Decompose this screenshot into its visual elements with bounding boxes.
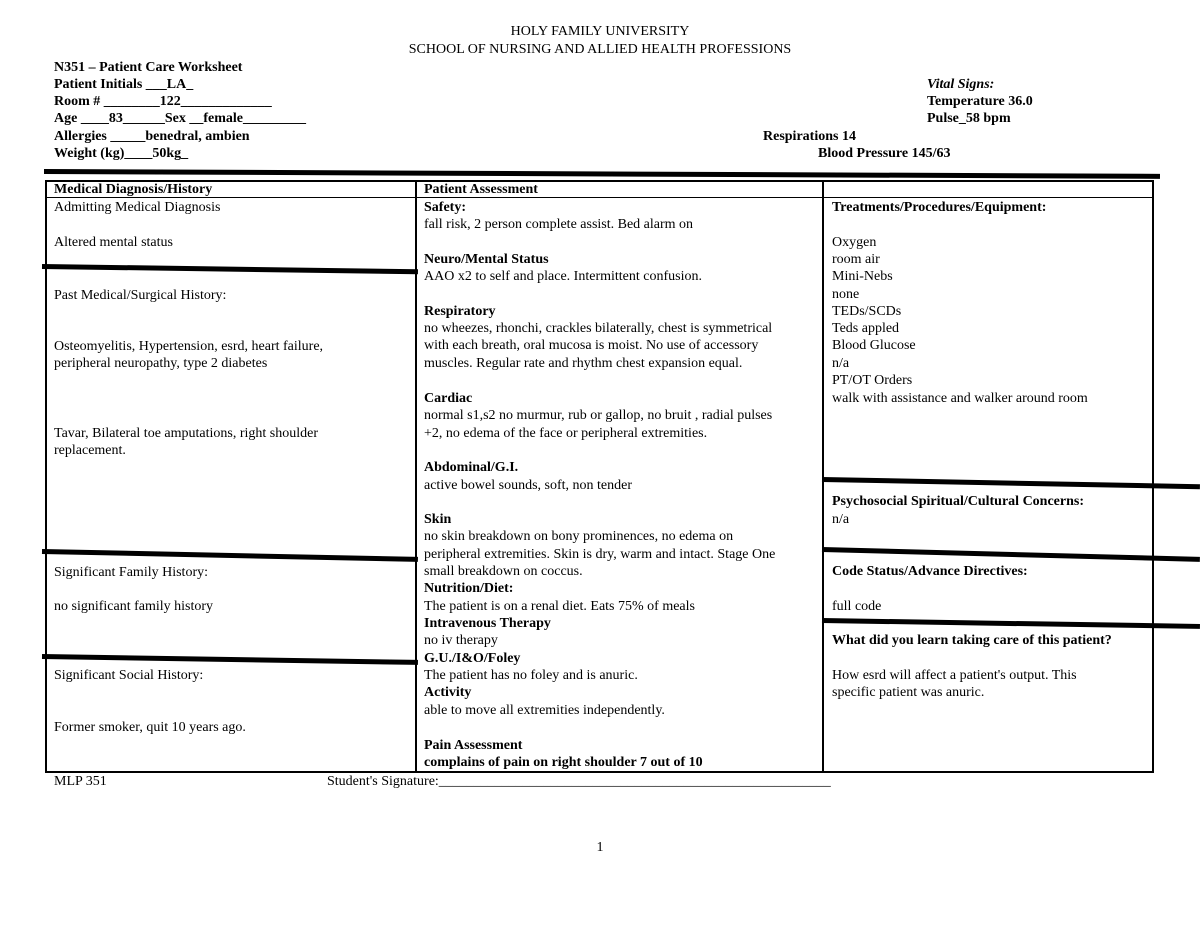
- pain-value: complains of pain on right shoulder 7 out of 10: [424, 755, 703, 770]
- age-sex: Age ____83______Sex __female_________: [54, 111, 306, 126]
- skin-label: Skin: [424, 512, 452, 527]
- cardiac-line-2: +2, no edema of the face or peripheral extremities.: [424, 426, 708, 441]
- social-history-label: Significant Social History:: [54, 668, 204, 683]
- temperature: Temperature 36.0: [927, 94, 1033, 109]
- page-number: 1: [596, 840, 604, 855]
- oxygen-label: Oxygen: [832, 235, 877, 250]
- col2-header: Patient Assessment: [424, 182, 538, 197]
- safety-value: fall risk, 2 person complete assist. Bed alarm on: [424, 217, 694, 232]
- past-history-line-2: peripheral neuropathy, type 2 diabetes: [54, 356, 268, 371]
- past-history-label: Past Medical/Surgical History:: [54, 288, 227, 303]
- gu-label: G.U./I&O/Foley: [424, 651, 521, 666]
- social-history-value: Former smoker, quit 10 years ago.: [54, 720, 246, 735]
- separator-col1-a: [42, 264, 418, 274]
- room-number: Room # ________122_____________: [54, 94, 272, 109]
- weight: Weight (kg)____50kg_: [54, 146, 189, 161]
- skin-line-2: peripheral extremities. Skin is dry, warm and intact. Stage One: [424, 547, 776, 562]
- iv-label: Intravenous Therapy: [424, 616, 551, 631]
- family-history-label: Significant Family History:: [54, 565, 208, 580]
- neuro-value: AAO x2 to self and place. Intermittent confusion.: [424, 269, 702, 284]
- glucose-label: Blood Glucose: [832, 338, 916, 353]
- pulse: Pulse_58 bpm: [927, 111, 1011, 126]
- student-signature: Student's Signature:________________________________________________________: [327, 774, 831, 789]
- learned-line-2: specific patient was anuric.: [832, 685, 985, 700]
- past-history-line-1: Osteomyelitis, Hypertension, esrd, heart failure,: [54, 339, 324, 354]
- past-history-line-4: replacement.: [54, 443, 126, 458]
- ptot-value: walk with assistance and walker around room: [832, 391, 1088, 406]
- respiratory-label: Respiratory: [424, 304, 496, 319]
- blood-pressure: Blood Pressure 145/63: [818, 146, 951, 161]
- mininebs-label: Mini-Nebs: [832, 269, 893, 284]
- abdominal-label: Abdominal/G.I.: [424, 460, 519, 475]
- respirations: Respirations 14: [763, 129, 856, 144]
- psychosocial-label: Psychosocial Spiritual/Cultural Concerns:: [832, 494, 1085, 509]
- ptot-label: PT/OT Orders: [832, 373, 913, 388]
- learned-line-1: How esrd will affect a patient's output. This: [832, 668, 1077, 683]
- gu-value: The patient has no foley and is anuric.: [424, 668, 638, 683]
- respiratory-line-3: muscles. Regular rate and rhythm chest expansion equal.: [424, 356, 743, 371]
- university-name: HOLY FAMILY UNIVERSITY: [510, 24, 690, 39]
- separator-col3-b: [822, 547, 1200, 562]
- header-rule: [44, 169, 1160, 179]
- iv-value: no iv therapy: [424, 633, 498, 648]
- psychosocial-value: n/a: [832, 512, 850, 527]
- school-name: SCHOOL OF NURSING AND ALLIED HEALTH PROFESSIONS: [408, 42, 792, 57]
- nutrition-value: The patient is on a renal diet. Eats 75% of meals: [424, 599, 695, 614]
- respiratory-line-2: with each breath, oral mucosa is moist. No use of accessory: [424, 338, 759, 353]
- table-right-border: [1152, 180, 1154, 773]
- separator-col3-c: [822, 618, 1200, 629]
- col1-header: Medical Diagnosis/History: [54, 182, 213, 197]
- family-history-value: no significant family history: [54, 599, 214, 614]
- learned-label: What did you learn taking care of this patient?: [832, 633, 1112, 648]
- separator-col1-c: [42, 654, 418, 665]
- separator-col3-a: [822, 477, 1200, 489]
- allergies: Allergies _____benedral, ambien: [54, 129, 250, 144]
- glucose-value: n/a: [832, 356, 850, 371]
- worksheet-title: N351 – Patient Care Worksheet: [54, 60, 243, 75]
- cardiac-line-1: normal s1,s2 no murmur, rub or gallop, no bruit , radial pulses: [424, 408, 773, 423]
- abdominal-value: active bowel sounds, soft, non tender: [424, 478, 633, 493]
- activity-label: Activity: [424, 685, 472, 700]
- separator-col1-b: [42, 549, 418, 562]
- code-status-value: full code: [832, 599, 882, 614]
- footer-course-code: MLP 351: [54, 774, 107, 789]
- mininebs-value: none: [832, 287, 860, 302]
- safety-label: Safety:: [424, 200, 466, 215]
- pain-label: Pain Assessment: [424, 738, 523, 753]
- patient-initials: Patient Initials ___LA_: [54, 77, 194, 92]
- code-status-label: Code Status/Advance Directives:: [832, 564, 1028, 579]
- nutrition-label: Nutrition/Diet:: [424, 581, 514, 596]
- vital-signs-label: Vital Signs:: [927, 77, 995, 92]
- teds-value: Teds appled: [832, 321, 900, 336]
- skin-line-1: no skin breakdown on bony prominences, no edema on: [424, 529, 734, 544]
- past-history-line-3: Tavar, Bilateral toe amputations, right shoulder: [54, 426, 318, 441]
- cardiac-label: Cardiac: [424, 391, 473, 406]
- teds-label: TEDs/SCDs: [832, 304, 902, 319]
- skin-line-3: small breakdown on coccus.: [424, 564, 583, 579]
- admitting-label: Admitting Medical Diagnosis: [54, 200, 221, 215]
- neuro-label: Neuro/Mental Status: [424, 252, 549, 267]
- admitting-value: Altered mental status: [54, 235, 173, 250]
- treatments-label: Treatments/Procedures/Equipment:: [832, 200, 1047, 215]
- activity-value: able to move all extremities independently.: [424, 703, 665, 718]
- oxygen-value: room air: [832, 252, 880, 267]
- respiratory-line-1: no wheezes, rhonchi, crackles bilaterally, chest is symmetrical: [424, 321, 773, 336]
